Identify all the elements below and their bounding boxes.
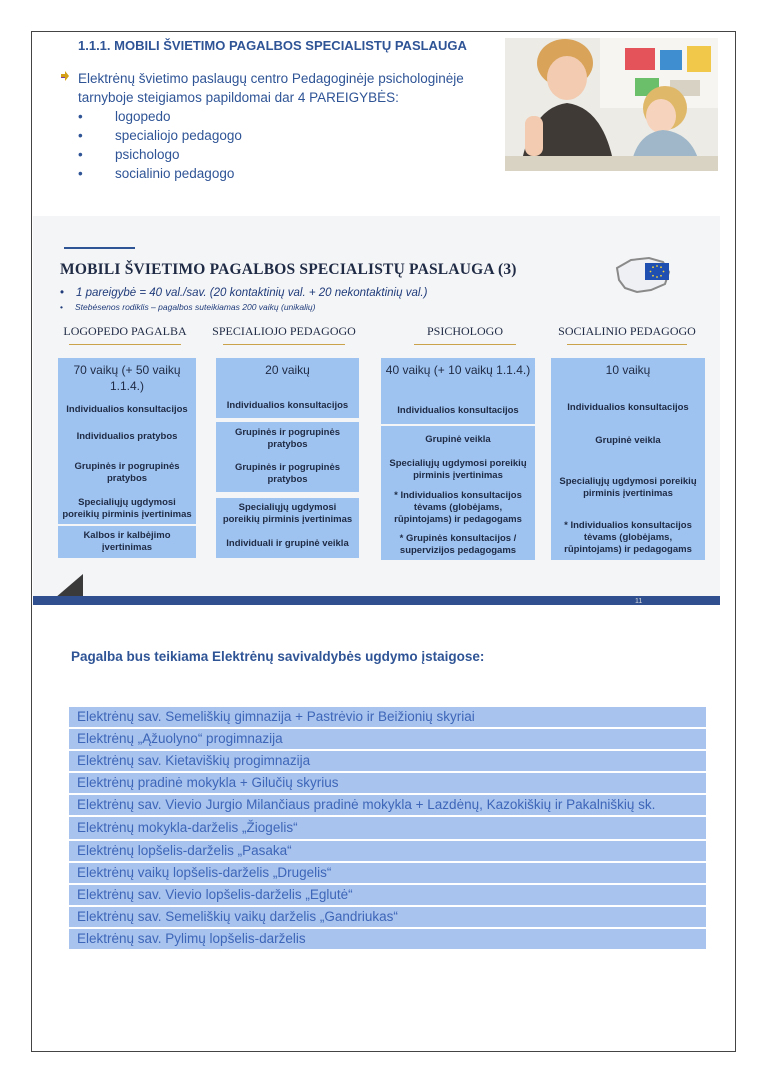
socialinis-pedagogas-children-count: 10 vaikų [551, 358, 705, 394]
slide-line-1: • 1 pareigybė = 40 val./sav. (20 kontaktinių val. + 20 nekontaktinių val.) [60, 287, 428, 299]
school-row: Elektrėnų „Ąžuolyno“ progimnazija [69, 729, 706, 751]
schools-heading: Pagalba bus teikiama Elektrėnų savivaldybės ugdymo įstaigose: [71, 649, 485, 664]
school-row: Elektrėnų sav. Semeliškių gimnazija + Pastrėvio ir Beižionių skyriai [69, 707, 706, 729]
table-cell: * Individualios konsultacijos tėvams (globėjams, rūpintojams) ir pedagogams [551, 516, 705, 560]
position-list [60, 107, 500, 183]
section-title: 1.1.1. MOBILI ŠVIETIMO PAGALBOS SPECIALISTŲ PASLAUGA [78, 38, 467, 53]
table-cell: Grupinės ir pogrupinės pratybos [216, 456, 359, 492]
column-header-psichologas: PSICHOLOGO [405, 324, 525, 345]
intro-text: Elektrėnų švietimo paslaugų centro Pedagoginėje psichologinėje tarnyboje steigiamos papildomai dar 4 PAREIGYBĖS: [78, 71, 464, 105]
table-cell: * Individualios konsultacijos tėvams (globėjams, rūpintojams) ir pedagogams [381, 486, 535, 530]
slide-footer-bar [33, 596, 720, 605]
table-cell: Specialiųjų ugdymosi poreikių pirminis įvertinimas [58, 494, 196, 524]
school-row: Elektrėnų pradinė mokykla + Gilučių skyrius [69, 773, 706, 795]
table-cell: Individualios konsultacijos [216, 394, 359, 418]
table-cell: Individualios konsultacijos [551, 394, 705, 422]
presentation-slide [33, 216, 720, 605]
table-cell: Grupinės ir pogrupinės pratybos [216, 422, 359, 456]
arrow-bullet-icon [60, 71, 70, 81]
school-row: Elektrėnų sav. Vievio lopšelis-darželis „Eglutė“ [69, 885, 706, 907]
column-header-logopedas: LOGOPEDO PAGALBA [59, 324, 191, 345]
table-cell: * Grupinės konsultacijos / supervizijos pedagogams [381, 530, 535, 560]
schools-list [69, 707, 706, 951]
table-cell: Specialiųjų ugdymosi poreikių pirminis įvertinimas [216, 498, 359, 530]
table-cell: Grupinės ir pogrupinės pratybos [58, 452, 196, 494]
specialusis-pedagogas-children-count: 20 vaikų [216, 358, 359, 394]
teacher-child-photo [505, 38, 718, 171]
school-row: Elektrėnų vaikų lopšelis-darželis „Drugelis“ [69, 863, 706, 885]
list-item: • specialiojo pedagogo [78, 128, 242, 143]
psichologas-children-count: 40 vaikų (+ 10 vaikų 1.1.4.) [381, 358, 535, 398]
corner-triangle [55, 574, 83, 598]
title-accent-line [64, 247, 135, 249]
school-row: Elektrėnų sav. Pylimų lopšelis-darželis [69, 929, 706, 951]
school-row: Elektrėnų mokykla-darželis „Žiogelis“ [69, 817, 706, 841]
table-cell: Individualios konsultacijos [381, 398, 535, 424]
table-cell: Individualios konsultacijos [58, 398, 196, 422]
table-cell: Individuali ir grupinė veikla [216, 530, 359, 558]
list-item: • logopedo [78, 109, 171, 124]
table-cell: Individualios pratybos [58, 422, 196, 452]
school-row: Elektrėnų lopšelis-darželis „Pasaka“ [69, 841, 706, 863]
column-header-specialusis-pedagogas: SPECIALIOJO PEDAGOGO [212, 324, 356, 345]
school-row: Elektrėnų sav. Semeliškių vaikų darželis „Gandriukas“ [69, 907, 706, 929]
list-item: • socialinio pedagogo [78, 166, 235, 181]
slide-line-2: • Stebėsenos rodiklis – pagalbos suteikiamas 200 vaikų (unikalių) [60, 302, 316, 312]
table-cell: Grupinė veikla [551, 422, 705, 460]
school-row: Elektrėnų sav. Vievio Jurgio Milančiaus pradinė mokykla + Lazdėnų, Kazokiškių ir Pakalniškių sk. [69, 795, 706, 817]
school-row: Elektrėnų sav. Kietaviškių progimnazija [69, 751, 706, 773]
table-cell: Specialiųjų ugdymosi poreikių pirminis įvertinimas [381, 454, 535, 486]
logopedas-children-count: 70 vaikų (+ 50 vaikų 1.1.4.) [58, 358, 196, 398]
lithuania-eu-flag-icon [611, 254, 673, 296]
table-cell: Kalbos ir kalbėjimo įvertinimas [58, 526, 196, 558]
slide-title: MOBILI ŠVIETIMO PAGALBOS SPECIALISTŲ PASLAUGA (3) [60, 261, 517, 278]
list-item: • psichologo [78, 147, 180, 162]
intro-block [60, 69, 500, 183]
table-cell: Specialiųjų ugdymosi poreikių pirminis įvertinimas [551, 460, 705, 516]
column-header-socialinis-pedagogas: SOCIALINIO PEDAGOGO [556, 324, 698, 345]
table-cell: Grupinė veikla [381, 426, 535, 454]
slide-page-number: 11 [635, 598, 643, 605]
